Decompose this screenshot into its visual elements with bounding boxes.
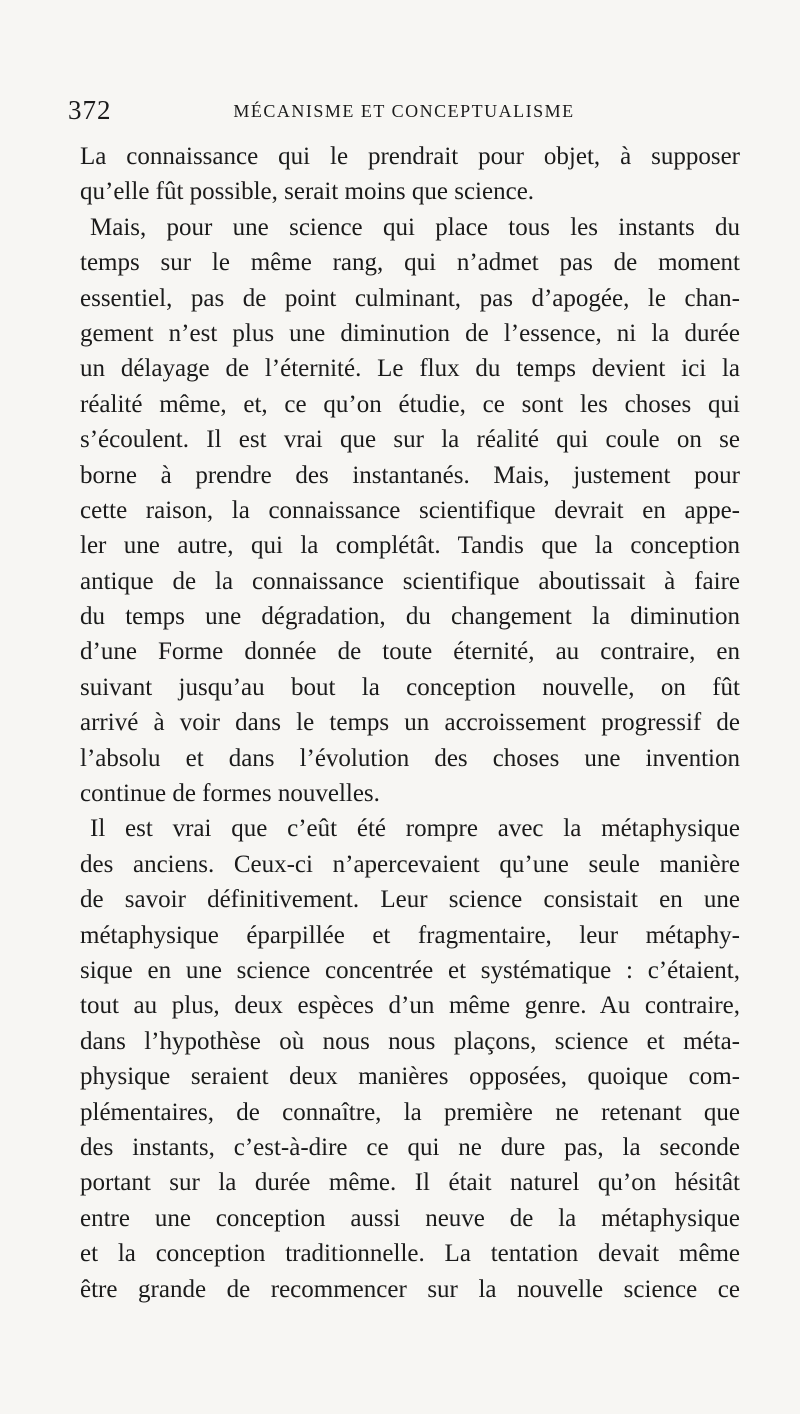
- text-line: borne à prendre des instantanés. Mais, justement pour: [80, 461, 740, 489]
- text-line: continue de formes nouvelles.: [80, 780, 380, 808]
- text-line: de savoir définitivement. Leur science consistait en une: [80, 886, 740, 914]
- text-line: physique seraient deux manières opposées, quoique com-: [80, 1063, 740, 1091]
- text-line: s’écoulent. Il est vrai que sur la réalité qui coule on se: [80, 426, 740, 454]
- text-line: plémentaires, de connaître, la première ne retenant que: [80, 1098, 740, 1126]
- text-line: portant sur la durée même. Il était naturel qu’on hésitât: [80, 1169, 740, 1197]
- text-line: l’absolu et dans l’évolution des choses une invention: [80, 744, 740, 772]
- text-line: gement n’est plus une diminution de l’essence, ni la durée: [80, 319, 740, 347]
- text-line: temps sur le même rang, qui n’admet pas de moment: [80, 249, 740, 277]
- text-line: du temps une dégradation, du changement la diminution: [80, 603, 740, 631]
- page-header: [68, 95, 740, 135]
- text-line: sique en une science concentrée et systématique : c’étaient,: [80, 956, 740, 984]
- text-line: arrivé à voir dans le temps un accroissement progressif de: [80, 709, 740, 737]
- text-line: être grande de recommencer sur la nouvelle science ce: [80, 1275, 740, 1303]
- text-line: des anciens. Ceux-ci n’apercevaient qu’une seule manière: [80, 850, 740, 878]
- text-line: Mais, pour une science qui place tous les instants du: [90, 213, 740, 241]
- text-line: métaphysique éparpillée et fragmentaire, leur métaphy-: [80, 921, 740, 949]
- text-line: ler une autre, qui la complétât. Tandis que la conception: [80, 532, 740, 560]
- text-line: dans l’hypothèse où nous nous plaçons, science et méta-: [80, 1027, 740, 1055]
- page-number: 372: [68, 95, 112, 125]
- text-line: La connaissance qui le prendrait pour objet, à supposer: [80, 143, 740, 170]
- text-line: et la conception traditionnelle. La tentation devait même: [80, 1240, 740, 1268]
- text-line: Il est vrai que c’eût été rompre avec la métaphysique: [90, 815, 740, 843]
- text-line: des instants, c’est-à-dire ce qui ne dure pas, la seconde: [80, 1133, 740, 1161]
- text-line: un délayage de l’éternité. Le flux du temps devient ici la: [80, 355, 740, 383]
- text-line: d’une Forme donnée de toute éternité, au contraire, en: [80, 638, 740, 666]
- text-line: essentiel, pas de point culminant, pas d’apogée, le chan-: [80, 284, 740, 312]
- text-line: qu’elle fût possible, serait moins que science.: [80, 178, 535, 206]
- text-line: tout au plus, deux espèces d’un même genre. Au contraire,: [80, 992, 740, 1020]
- text-line: réalité même, et, ce qu’on étudie, ce sont les choses qui: [80, 390, 740, 418]
- text-line: cette raison, la connaissance scientifique devrait en appe-: [80, 496, 740, 524]
- text-line: suivant jusqu’au bout la conception nouvelle, on fût: [80, 673, 740, 701]
- running-title: MÉCANISME ET CONCEPTUALISME: [233, 101, 575, 121]
- text-line: antique de la connaissance scientifique aboutissait à faire: [80, 567, 740, 595]
- text-line: entre une conception aussi neuve de la métaphysique: [80, 1204, 740, 1232]
- body-text: [80, 139, 740, 1307]
